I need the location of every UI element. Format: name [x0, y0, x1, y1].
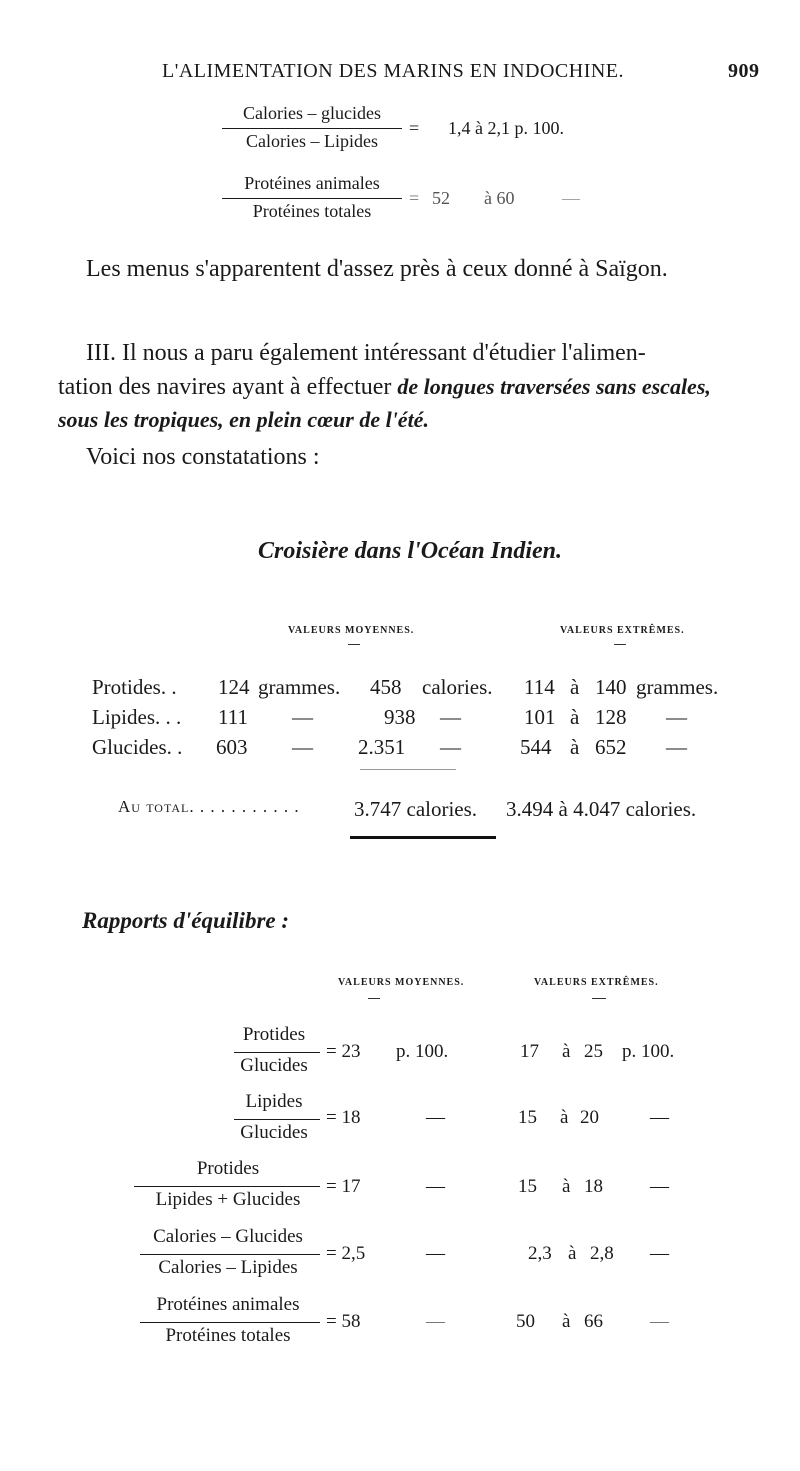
ratio-unit: p. 100.: [396, 1041, 449, 1062]
ratio-denominator: Glucides: [240, 1055, 308, 1076]
ratio-denominator: Lipides + Glucides: [155, 1189, 301, 1210]
min-value: 17: [520, 1041, 539, 1062]
section-title: Rapports d'équilibre :: [82, 908, 290, 933]
ratio-numerator: Protides: [196, 1158, 260, 1179]
max-value: 652: [595, 735, 627, 759]
ratio-range: à 60: [484, 188, 515, 208]
range-word: à: [560, 1107, 569, 1128]
ratio-eq-sign: =: [409, 188, 420, 208]
min-value: 2,3: [528, 1243, 552, 1264]
total-label: Au total. . . . . . . . . . .: [118, 797, 300, 816]
paragraph-line: Voici nos constatations :: [86, 444, 320, 470]
extreme-unit: —: [650, 1311, 669, 1332]
calories-unit: calories.: [422, 675, 493, 699]
fraction-bar: [134, 1186, 320, 1187]
min-value: 544: [520, 735, 552, 759]
header-underline: [614, 644, 626, 645]
ratio-value: = 17: [326, 1176, 361, 1197]
extreme-unit: —: [650, 1107, 669, 1128]
grams-unit: —: [292, 735, 313, 759]
ratio-eq: =: [409, 118, 420, 138]
calories-value: 2.351: [358, 735, 406, 759]
ratio-numerator: Calories – Glucides: [153, 1226, 303, 1247]
calories-value: 938: [384, 705, 416, 729]
range-word: à: [562, 1041, 571, 1062]
ratio-numerator: Lipides: [245, 1091, 303, 1112]
sum-rule: [360, 769, 456, 770]
ratio-denominator: Calories – Lipides: [158, 1257, 298, 1278]
fraction-bar: [234, 1119, 320, 1120]
ratio-value: = 18: [326, 1107, 361, 1128]
paragraph-text: tation des navires ayant à effectuer: [58, 374, 398, 400]
ratio-value: 1,4 à 2,1 p. 100.: [448, 118, 564, 138]
column-header: VALEURS EXTRÊMES.: [534, 977, 659, 988]
grams-value: 111: [218, 705, 248, 729]
grams-unit: —: [292, 705, 313, 729]
ratio-denominator: Protéines totales: [165, 1325, 291, 1346]
ratio-unit: —: [426, 1243, 445, 1264]
extreme-unit: grammes.: [636, 675, 719, 699]
grams-unit: grammes.: [258, 675, 341, 699]
max-value: 128: [595, 705, 627, 729]
min-value: 15: [518, 1107, 537, 1128]
row-label: Lipides. . .: [92, 705, 182, 729]
min-value: 50: [516, 1311, 535, 1332]
ratio-unit: —: [426, 1107, 445, 1128]
row-label: Glucides. .: [92, 735, 183, 759]
total-value: 3.747 calories.: [354, 797, 478, 821]
min-value: 15: [518, 1176, 537, 1197]
ratio-numerator: Protéines animales: [156, 1294, 300, 1315]
paragraph-emphasis: sous les tropiques, en plein cœur de l'été.: [58, 407, 429, 432]
ratio-dash: —: [562, 188, 580, 208]
fraction-bar: [140, 1322, 320, 1323]
column-header: VALEURS MOYENNES.: [288, 625, 415, 636]
ratio-unit: —: [426, 1311, 445, 1332]
max-value: 18: [584, 1176, 603, 1197]
fraction-bar: [222, 128, 402, 129]
max-value: 140: [595, 675, 627, 699]
fraction-bar: [234, 1052, 320, 1053]
header-underline: [592, 998, 606, 999]
ratio-value: = 58: [326, 1311, 361, 1332]
column-header: VALEURS MOYENNES.: [338, 977, 465, 988]
min-value: 114: [524, 675, 555, 699]
header-underline: [368, 998, 380, 999]
extreme-unit: —: [666, 735, 687, 759]
calories-value: 458: [370, 675, 402, 699]
range-word: à: [570, 705, 580, 729]
ratio-denominator: Glucides: [240, 1122, 308, 1143]
min-value: 101: [524, 705, 556, 729]
paragraph-line: [58, 370, 711, 404]
fraction-bar: [222, 198, 402, 199]
ratio-numerator: Protéines animales: [244, 173, 380, 193]
ratio-denominator: Protéines totales: [252, 201, 372, 221]
calories-unit: —: [440, 735, 461, 759]
range-word: à: [570, 675, 580, 699]
ratio-denominator: Calories – Lipides: [246, 131, 378, 151]
calories-unit: —: [440, 705, 461, 729]
extreme-unit: —: [666, 705, 687, 729]
max-value: 2,8: [590, 1243, 614, 1264]
paragraph-line: III. Il nous a paru également intéressant d'étudier l'alimen-: [86, 340, 646, 366]
page-number: 909: [728, 60, 760, 82]
ratio-unit: —: [426, 1176, 445, 1197]
extreme-unit: —: [650, 1176, 669, 1197]
paragraph: Les menus s'apparentent d'assez près à ceux donné à Saïgon.: [86, 256, 668, 282]
total-range: 3.494 à 4.047 calories.: [506, 797, 697, 821]
range-word: à: [562, 1311, 571, 1332]
ratio-numerator: Calories – glucides: [243, 103, 381, 123]
ratio-numerator: Protides: [242, 1024, 306, 1045]
max-value: 66: [584, 1311, 603, 1332]
fraction-bar: [140, 1254, 320, 1255]
extreme-unit: —: [650, 1243, 669, 1264]
total-underline: [350, 836, 496, 839]
extreme-unit: p. 100.: [622, 1041, 675, 1062]
column-header: VALEURS EXTRÊMES.: [560, 625, 685, 636]
grams-value: 603: [216, 735, 248, 759]
range-word: à: [568, 1243, 577, 1264]
range-word: à: [562, 1176, 571, 1197]
ratio-value: 52: [432, 188, 450, 208]
row-label: Protides. .: [92, 675, 177, 699]
section-title: Croisière dans l'Océan Indien.: [258, 538, 563, 564]
ratio-value: = 2,5: [326, 1243, 366, 1264]
range-word: à: [570, 735, 580, 759]
max-value: 20: [580, 1107, 599, 1128]
grams-value: 124: [218, 675, 250, 699]
ratio-value: = 23: [326, 1041, 361, 1062]
paragraph-emphasis: de longues traversées sans escales,: [397, 374, 711, 399]
header-underline: [348, 644, 360, 645]
max-value: 25: [584, 1041, 603, 1062]
running-header: L'ALIMENTATION DES MARINS EN INDOCHINE.: [162, 60, 625, 82]
